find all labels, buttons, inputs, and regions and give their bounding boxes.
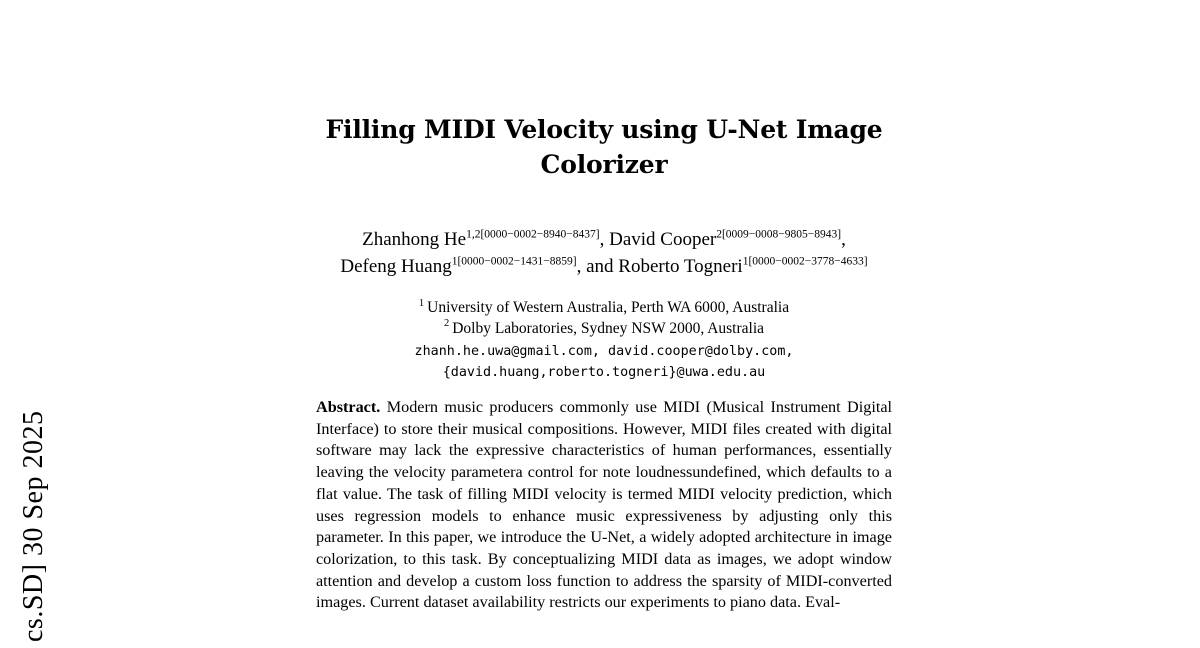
affiliation-2 [316,319,892,340]
author-name-defeng-huang: Defeng Huang [340,256,452,277]
author-list [316,226,892,280]
email-block [316,341,892,383]
affiliation-2-text: Dolby Laboratories, Sydney NSW 2000, Australia [452,319,765,337]
abstract-body: Modern music producers commonly use MIDI (Musical Instrument Digital Interface) to store their musical compositions. However, MIDI files created with digital software may lack the expressive characteristics of human performances, essentially leaving the velocity parametera control for note loudnessundefined, which defaults to a flat value. The task of filling MIDI velocity is termed MIDI velocity prediction, which uses regression models to enhance music expressiveness by adjusting only this parameter. In this paper, we introduce the U-Net, a widely adopted architecture in image colorization, to this task. By conceptualizing MIDI data as images, we adopt window attention and develop a custom loss function to address the sparsity of MIDI-converted images. Current dataset availability restricts our experiments to piano data. Eval- [316,398,892,612]
arxiv-vertical-stamp [0,0,74,648]
author-name-zhanhong-he: Zhanhong He [362,229,467,250]
affiliation-list [316,298,892,383]
author-name-david-cooper: , David Cooper [599,229,717,250]
affiliation-1-marker: 1 [418,297,425,309]
author-separator-1: , [841,229,846,250]
author-line-2 [316,253,892,280]
author-name-roberto-togneri: , and Roberto Togneri [576,256,743,277]
abstract-section [316,397,892,614]
affiliation-1-text: University of Western Australia, Perth WA 6000, Australia [427,299,790,316]
paper-content [316,0,892,614]
email-line-1: zhanh.he.uwa@gmail.com, david.cooper@dolby.com, [414,344,794,359]
email-line-2: {david.huang,roberto.togneri}@uwa.edu.au [442,365,766,380]
abstract-heading: Abstract. [316,398,381,416]
affiliation-2-marker: 2 [443,318,450,330]
affiliation-1 [316,298,892,319]
author-orcid-defeng-huang: 1[0000−0002−1431−8859] [451,255,577,268]
author-orcid-david-cooper: 2[0009−0008−9805−8943] [716,228,842,241]
author-orcid-roberto-togneri: 1[0000−0002−3778−4633] [742,255,868,268]
page-title: Filling MIDI Velocity using U-Net Image Colorizer [325,115,883,179]
arxiv-stamp-text: cs.SD] 30 Sep 2025 [18,410,49,642]
author-orcid-zhanhong-he: 1,2[0000−0002−8940−8437] [466,228,600,241]
author-line-1 [316,226,892,253]
